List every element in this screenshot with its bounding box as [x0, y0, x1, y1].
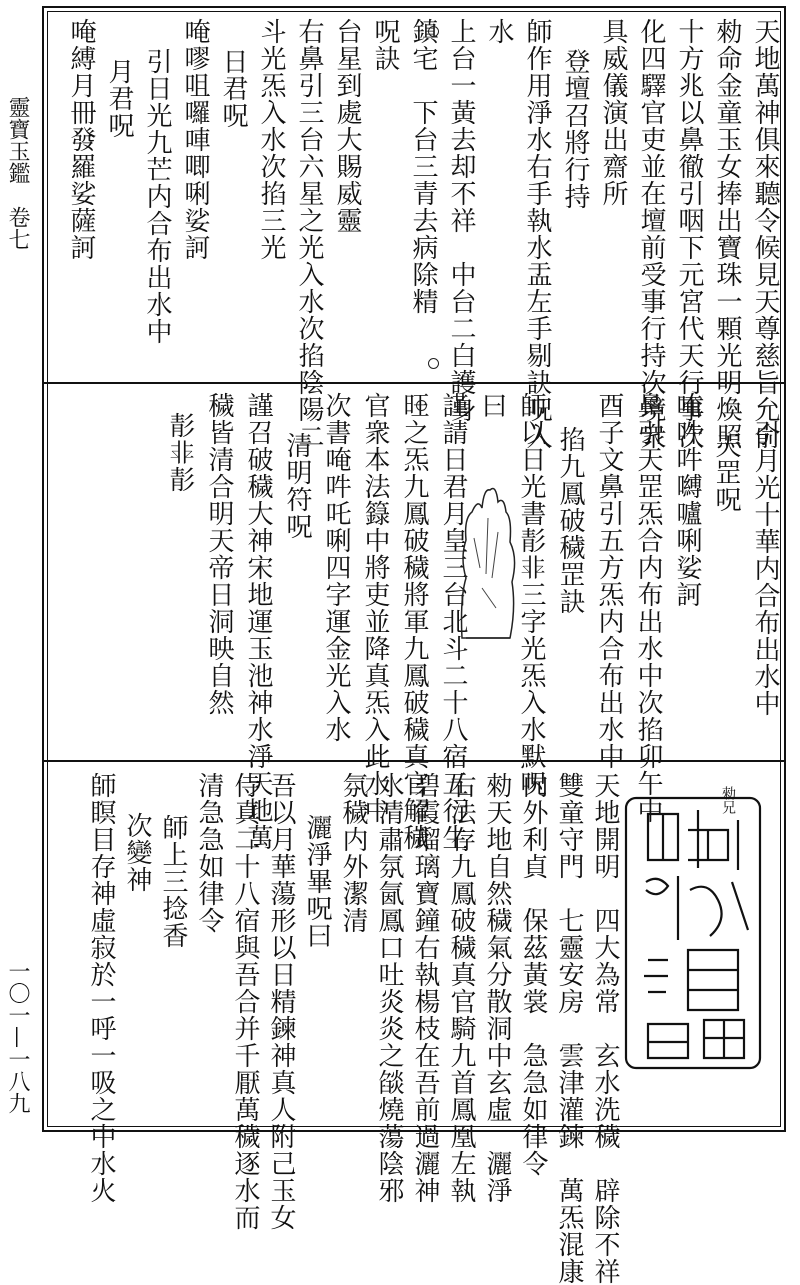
- text-column: 𩇕𩇧𩇕: [165, 412, 195, 493]
- text-column: 具威儀演出齋所: [598, 18, 628, 207]
- text-column: 清急急如律令: [194, 772, 224, 934]
- text-column: 次變神: [122, 812, 152, 893]
- circle-mark: [650, 396, 661, 407]
- text-column: 水清肅氛氤鳳口吐炎炎之燄燒蕩陰邪: [374, 772, 404, 1204]
- seal-talisman: [618, 790, 768, 1076]
- text-column: 鼻引天罡炁合内布出水中次掐卯午中: [633, 392, 663, 824]
- text-column: 師以日光書𩇕𩇧三字光炁入水默呪: [516, 392, 546, 797]
- text-column: 掐九鳳破穢罡訣: [555, 426, 585, 615]
- text-column: 天地開明 四大為常 玄水洗穢 辟除不祥: [590, 772, 620, 1285]
- text-column: 登壇召將行持: [560, 48, 590, 210]
- panel-divider-top: [44, 382, 784, 384]
- text-column: 日君呪: [218, 48, 248, 129]
- text-column: 上台一黃去却不祥 中台二白護身: [446, 18, 476, 423]
- text-column: 唵縛月冊發羅娑薩訶: [66, 18, 96, 261]
- text-column: 官衆本法籙中將吏並降真炁入此水中: [360, 392, 390, 824]
- text-column: 右鼻引三台六星之光入水次掐陰陽二: [294, 18, 324, 450]
- hand-illustration: [452, 478, 522, 648]
- text-column: 清明符呪: [282, 432, 312, 540]
- text-column: 斗光炁入水次掐三光: [256, 18, 286, 261]
- text-column: 右法存九鳳破穢真官騎九首鳳凰左執: [446, 772, 476, 1204]
- text-column: 穢皆清合明天帝日洞映自然: [204, 392, 234, 716]
- text-column: 勑命金童玉女捧出寶珠一顆光明煥照: [712, 18, 742, 450]
- circle-mark: [428, 358, 439, 369]
- text-column: 師上三捻香: [158, 814, 188, 949]
- text-column: 次書唵吽吒唎四字運金光入水: [321, 392, 351, 743]
- text-column: 内外利貞 保茲黃裳 急急如律令: [518, 772, 548, 1177]
- text-column: 化四驛官吏並在壇前受事行持次境衆: [636, 18, 666, 450]
- text-column: 勑天地自然穢氣分散洞中玄虛 灑淨: [482, 772, 512, 1204]
- text-column: 吾以月華蕩形以日精鍊神真人附己玉女: [266, 772, 296, 1231]
- text-column: 謹請日君月皇三台北斗二十八宿五行生: [438, 392, 468, 851]
- text-column: 引月光十華内合布出水中: [750, 420, 780, 717]
- circle-mark: [428, 26, 439, 37]
- text-column: 侍真二十八宿與吾合并千厭萬穢逐水而: [230, 772, 260, 1231]
- book-title: 靈寶玉鑑 卷七: [5, 96, 30, 250]
- text-column: 鎮宅 下台三青去病除精: [408, 18, 438, 315]
- text-column: 灑淨畢呪曰: [302, 814, 332, 949]
- text-column: 月君呪: [104, 58, 134, 139]
- text-column: 引日光九芒内合布出水中: [142, 48, 172, 345]
- text-column: 唵吽吽嚩嚧唎娑訶: [672, 392, 702, 608]
- text-column: 天罡呪: [711, 432, 741, 513]
- text-column: 旺之炁九鳳破穢將軍九鳳破穢真官解穢: [399, 392, 429, 851]
- text-column: 雙童守門 七靈安房 雲津灌鍊 萬炁混康: [554, 772, 584, 1285]
- text-column: 天地萬神俱來聽令候見天尊慈旨允俞: [750, 18, 780, 450]
- text-column: 水: [484, 18, 514, 45]
- text-column: 謹召破穢大神宋地運玉池神水淨天地萬: [243, 392, 273, 851]
- text-column: 曰: [477, 392, 507, 419]
- text-column: 十方兆以鼻徹引咽下元宮代天行事次: [674, 18, 704, 450]
- text-column: 唵嘐咀囉唓唧唎娑訶: [180, 18, 210, 261]
- seal-caption: 勑兄: [720, 786, 736, 814]
- text-column: 酉子文鼻引五方炁内合布出水中: [594, 392, 624, 770]
- text-column: 台星到處大賜威靈: [332, 18, 362, 234]
- text-column: 碧霞瑠璃寶鐘右執楊枝在吾前過灑神: [410, 772, 440, 1204]
- circle-mark: [416, 400, 427, 411]
- text-column: 呪訣: [370, 18, 400, 72]
- text-column: 師作用淨水右手執水盂左手剔訣呪入: [522, 18, 552, 450]
- page-number: 一〇一—一八九: [5, 960, 30, 1114]
- text-column: 師瞑目存神虛寂於一呼一吸之中水火: [86, 772, 116, 1204]
- text-column: 氛穢内外潔清: [338, 772, 368, 934]
